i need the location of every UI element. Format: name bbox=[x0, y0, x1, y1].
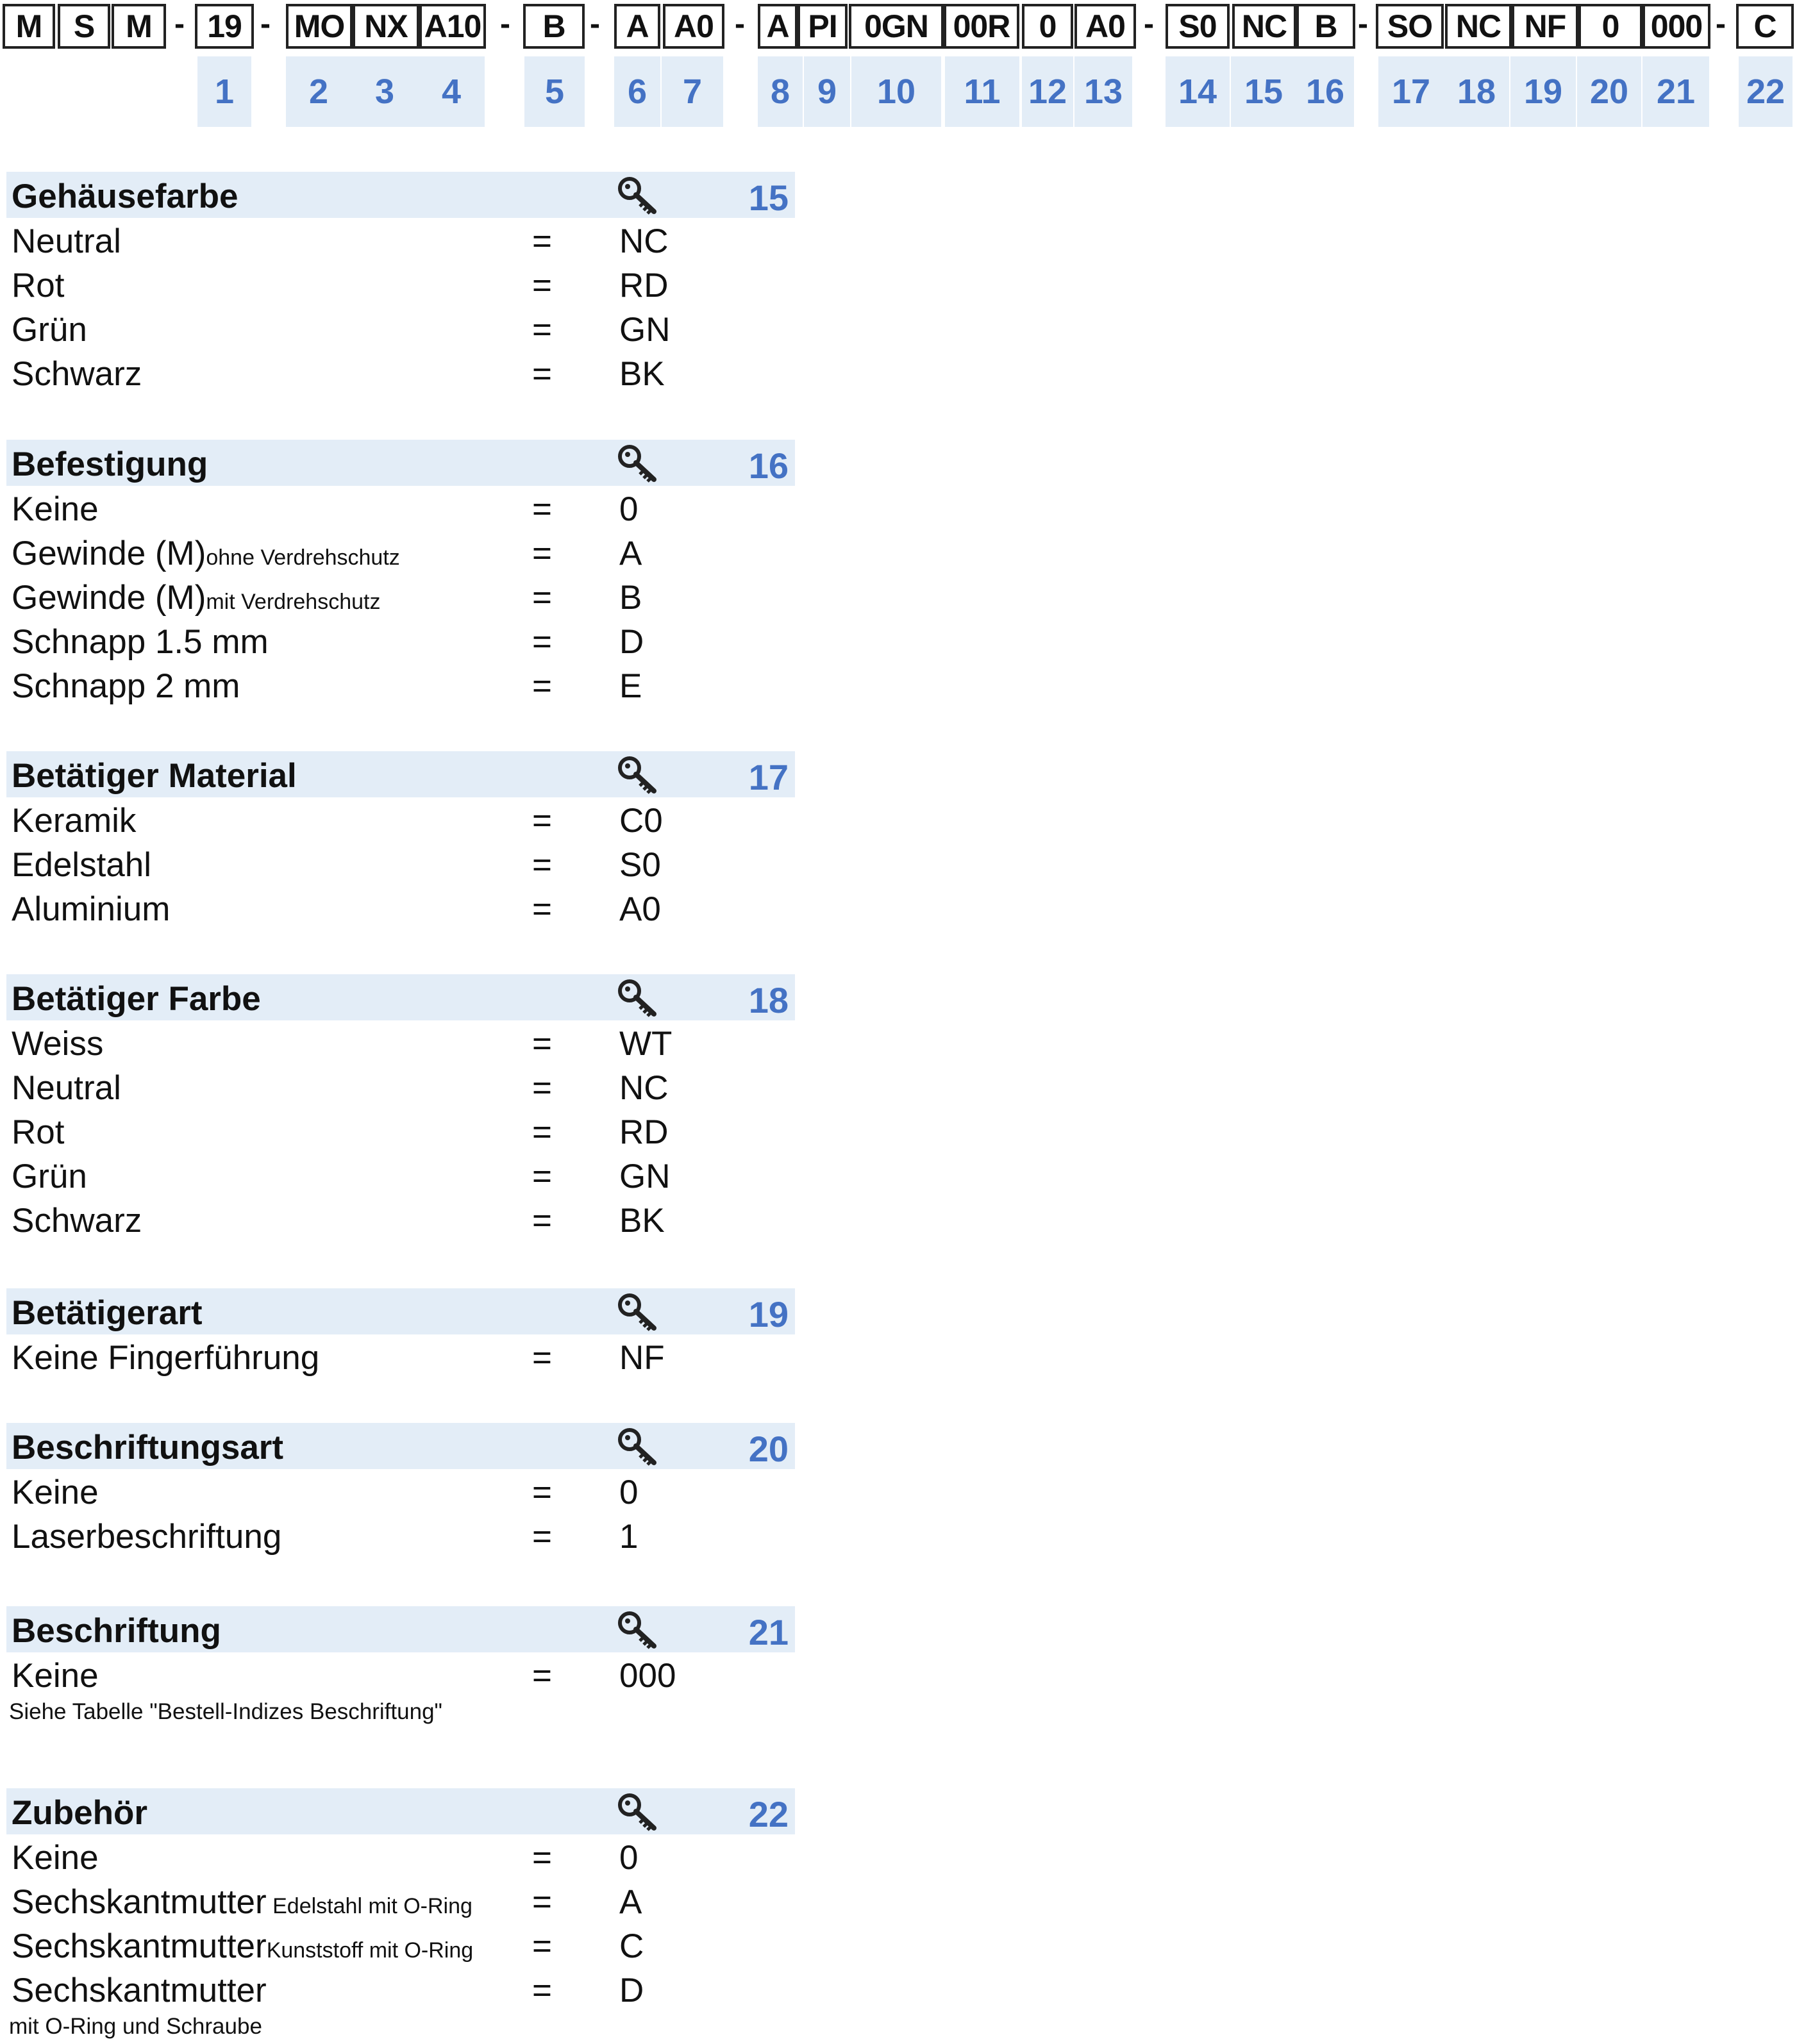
section-title: Betätigerart bbox=[12, 1294, 203, 1332]
option-row bbox=[6, 262, 795, 306]
option-code: C0 bbox=[619, 802, 663, 840]
option-label bbox=[12, 801, 136, 840]
position-number: 4 bbox=[418, 56, 485, 127]
option-label bbox=[12, 266, 64, 305]
option-label bbox=[12, 1656, 99, 1695]
section-title: Beschriftung bbox=[12, 1612, 221, 1650]
option-section bbox=[6, 974, 795, 1242]
equals-sign: = bbox=[532, 579, 552, 617]
equals-sign: = bbox=[532, 1339, 552, 1377]
position-number: 14 bbox=[1166, 56, 1230, 127]
option-label-text: Neutral bbox=[12, 1069, 121, 1107]
position-number: 12 bbox=[1022, 56, 1073, 127]
position-number: 2 bbox=[286, 56, 351, 127]
option-row bbox=[6, 306, 795, 351]
equals-sign: = bbox=[532, 1202, 552, 1240]
code-segment: PI bbox=[798, 4, 848, 49]
option-row bbox=[6, 842, 795, 886]
section-note: mit O-Ring und Schraube bbox=[9, 2014, 262, 2039]
option-label-detail: mit Verdrehschutz bbox=[206, 590, 381, 614]
option-section bbox=[6, 1288, 795, 1379]
option-row bbox=[6, 1197, 795, 1242]
option-label-detail: ohne Verdrehschutz bbox=[206, 545, 400, 570]
equals-sign: = bbox=[532, 1158, 552, 1195]
option-code: S0 bbox=[619, 846, 661, 884]
section-title: Betätiger Farbe bbox=[12, 980, 261, 1018]
option-row bbox=[6, 1879, 795, 1923]
equals-sign: = bbox=[532, 1927, 552, 1965]
position-number: 1 bbox=[197, 56, 251, 127]
option-code: A bbox=[619, 535, 642, 572]
option-code: 000 bbox=[619, 1657, 676, 1695]
option-row bbox=[6, 1109, 795, 1153]
option-label-text: Neutral bbox=[12, 222, 121, 260]
code-segment: M bbox=[112, 4, 166, 49]
position-number: 10 bbox=[851, 56, 941, 127]
option-code: 0 bbox=[619, 490, 639, 528]
option-row bbox=[6, 1652, 795, 1697]
option-row bbox=[6, 1834, 795, 1879]
section-header bbox=[6, 172, 795, 218]
option-label bbox=[12, 354, 142, 394]
position-number: 16 bbox=[1296, 56, 1354, 127]
code-segment: C bbox=[1736, 4, 1794, 49]
key-icon bbox=[615, 174, 660, 217]
key-icon bbox=[615, 442, 660, 485]
option-code: D bbox=[619, 623, 644, 661]
option-row bbox=[6, 797, 795, 842]
option-label-text: Schwarz bbox=[12, 1202, 142, 1240]
option-row bbox=[6, 663, 795, 707]
option-row bbox=[6, 619, 795, 663]
option-label bbox=[12, 310, 87, 349]
code-segment: S0 bbox=[1166, 4, 1230, 49]
code-separator: - bbox=[1144, 7, 1154, 41]
code-segment: A0 bbox=[1074, 4, 1136, 49]
option-label-text: Keine bbox=[12, 1839, 99, 1877]
option-section bbox=[6, 751, 795, 930]
option-label bbox=[12, 1838, 99, 1877]
option-label-text: Sechskantmutter bbox=[12, 1972, 267, 2009]
option-label-text: Keine bbox=[12, 1657, 99, 1695]
option-code: D bbox=[619, 1972, 644, 2009]
option-label-text: Weiss bbox=[12, 1025, 104, 1063]
equals-sign: = bbox=[532, 535, 552, 572]
option-label-text: Schnapp 2 mm bbox=[12, 667, 240, 705]
section-header bbox=[6, 1788, 795, 1834]
option-label bbox=[12, 1201, 142, 1240]
option-label bbox=[12, 222, 121, 261]
equals-sign: = bbox=[532, 355, 552, 393]
option-section bbox=[6, 440, 795, 707]
option-label bbox=[12, 534, 400, 573]
option-label-text: Keine bbox=[12, 1474, 99, 1511]
position-number: 6 bbox=[614, 56, 660, 127]
option-label-text: Gewinde (M) bbox=[12, 535, 206, 572]
option-label bbox=[12, 1338, 319, 1377]
code-segment: A0 bbox=[663, 4, 724, 49]
option-label bbox=[12, 1024, 103, 1063]
equals-sign: = bbox=[532, 890, 552, 928]
code-segment: B bbox=[1296, 4, 1355, 49]
key-icon bbox=[615, 754, 660, 796]
section-note: Siehe Tabelle "Bestell-Indizes Beschriftung" bbox=[9, 1699, 442, 1724]
code-segment: 000 bbox=[1642, 4, 1710, 49]
option-label bbox=[12, 890, 170, 929]
option-label bbox=[12, 845, 151, 885]
code-segment: A10 bbox=[419, 4, 486, 49]
section-number: 19 bbox=[748, 1294, 789, 1334]
option-label-text: Keramik bbox=[12, 802, 137, 840]
option-label-text: Rot bbox=[12, 267, 65, 304]
code-separator: - bbox=[590, 7, 600, 41]
option-row bbox=[6, 1923, 795, 1967]
key-icon bbox=[615, 1791, 660, 1833]
option-code: NF bbox=[619, 1339, 665, 1377]
option-label bbox=[12, 578, 380, 617]
position-number: 13 bbox=[1074, 56, 1132, 127]
position-number: 3 bbox=[351, 56, 418, 127]
section-title: Beschriftungsart bbox=[12, 1429, 284, 1467]
equals-sign: = bbox=[532, 222, 552, 260]
code-separator: - bbox=[260, 7, 271, 41]
option-label-text: Grün bbox=[12, 1158, 87, 1195]
code-segment: M bbox=[3, 4, 55, 49]
section-number: 16 bbox=[748, 445, 789, 486]
section-header bbox=[6, 974, 795, 1020]
code-segment: 0 bbox=[1578, 4, 1642, 49]
section-number: 17 bbox=[748, 757, 789, 797]
option-label-text: Keine Fingerführung bbox=[12, 1339, 320, 1377]
option-label-text: Keine bbox=[12, 490, 99, 528]
section-number: 20 bbox=[748, 1429, 789, 1469]
code-segment: MO bbox=[286, 4, 353, 49]
equals-sign: = bbox=[532, 1972, 552, 2009]
option-label bbox=[12, 622, 269, 661]
option-label-detail: Edelstahl mit O-Ring bbox=[266, 1894, 472, 1918]
section-number: 21 bbox=[748, 1612, 789, 1652]
code-segment: A bbox=[614, 4, 660, 49]
position-number: 20 bbox=[1577, 56, 1641, 127]
section-title: Zubehör bbox=[12, 1794, 147, 1832]
section-header bbox=[6, 751, 795, 797]
option-section bbox=[6, 172, 795, 395]
option-section bbox=[6, 1606, 795, 1725]
option-section bbox=[6, 1423, 795, 1558]
code-separator: - bbox=[500, 7, 510, 41]
equals-sign: = bbox=[532, 1069, 552, 1107]
option-code: NC bbox=[619, 222, 669, 260]
code-segment: 0GN bbox=[849, 4, 944, 49]
code-segment: 0 bbox=[1022, 4, 1073, 49]
option-code: A bbox=[619, 1883, 642, 1921]
key-icon bbox=[615, 1609, 660, 1651]
equals-sign: = bbox=[532, 1518, 552, 1556]
section-number: 15 bbox=[748, 178, 789, 218]
section-title: Gehäusefarbe bbox=[12, 178, 238, 215]
equals-sign: = bbox=[532, 667, 552, 705]
option-label-text: Grün bbox=[12, 311, 87, 349]
key-icon bbox=[615, 977, 660, 1019]
option-code: WT bbox=[619, 1025, 673, 1063]
option-row bbox=[6, 1513, 795, 1558]
code-segment: NF bbox=[1512, 4, 1578, 49]
option-row bbox=[6, 1967, 795, 2011]
code-segment: S bbox=[58, 4, 110, 49]
option-label bbox=[12, 1517, 281, 1556]
option-label bbox=[12, 490, 99, 529]
order-code bbox=[3, 4, 1794, 51]
option-row bbox=[6, 574, 795, 619]
section-title: Befestigung bbox=[12, 445, 208, 483]
option-code: BK bbox=[619, 1202, 665, 1240]
option-label bbox=[12, 1927, 473, 1966]
section-header bbox=[6, 1606, 795, 1652]
option-section bbox=[6, 1788, 795, 2040]
equals-sign: = bbox=[532, 623, 552, 661]
option-label-text: Schnapp 1.5 mm bbox=[12, 623, 269, 661]
option-label bbox=[12, 1882, 472, 1922]
option-label bbox=[12, 667, 240, 706]
equals-sign: = bbox=[532, 1657, 552, 1695]
code-segment: NX bbox=[353, 4, 419, 49]
section-header bbox=[6, 440, 795, 486]
code-segment: 00R bbox=[944, 4, 1019, 49]
section-header bbox=[6, 1288, 795, 1334]
option-label bbox=[12, 1473, 99, 1512]
position-number: 17 bbox=[1378, 56, 1444, 127]
option-label-text: Schwarz bbox=[12, 355, 142, 393]
position-number: 5 bbox=[524, 56, 585, 127]
option-label-text: Sechskantmutter bbox=[12, 1927, 267, 1965]
option-code: C bbox=[619, 1927, 644, 1965]
key-icon bbox=[615, 1291, 660, 1333]
section-number: 22 bbox=[748, 1794, 789, 1834]
equals-sign: = bbox=[532, 846, 552, 884]
option-code: E bbox=[619, 667, 642, 705]
option-code: GN bbox=[619, 1158, 671, 1195]
code-segment: B bbox=[523, 4, 585, 49]
equals-sign: = bbox=[532, 1474, 552, 1511]
option-code: 0 bbox=[619, 1839, 639, 1877]
position-number: 11 bbox=[945, 56, 1019, 127]
option-label bbox=[12, 1971, 267, 2010]
position-number: 19 bbox=[1510, 56, 1576, 127]
option-code: GN bbox=[619, 311, 671, 349]
code-segment: A bbox=[758, 4, 798, 49]
option-row bbox=[6, 1020, 795, 1065]
option-label-text: Rot bbox=[12, 1113, 65, 1151]
position-number: 22 bbox=[1739, 56, 1793, 127]
code-separator: - bbox=[735, 7, 745, 41]
equals-sign: = bbox=[532, 1113, 552, 1151]
section-title: Betätiger Material bbox=[12, 757, 297, 795]
key-icon bbox=[615, 1425, 660, 1468]
option-label bbox=[12, 1068, 121, 1108]
option-row bbox=[6, 1153, 795, 1197]
equals-sign: = bbox=[532, 490, 552, 528]
equals-sign: = bbox=[532, 1839, 552, 1877]
section-header bbox=[6, 1423, 795, 1469]
position-number: 7 bbox=[662, 56, 723, 127]
option-code: NC bbox=[619, 1069, 669, 1107]
option-row bbox=[6, 486, 795, 530]
equals-sign: = bbox=[532, 1883, 552, 1921]
code-segment: SO bbox=[1376, 4, 1444, 49]
option-row bbox=[6, 218, 795, 262]
option-code: 0 bbox=[619, 1474, 639, 1511]
option-code: BK bbox=[619, 355, 665, 393]
position-number: 8 bbox=[758, 56, 803, 127]
option-label-text: Laserbeschriftung bbox=[12, 1518, 282, 1556]
option-code: RD bbox=[619, 1113, 669, 1151]
code-segment: NC bbox=[1445, 4, 1512, 49]
code-separator: - bbox=[174, 7, 185, 41]
equals-sign: = bbox=[532, 802, 552, 840]
option-code: A0 bbox=[619, 890, 661, 928]
option-row bbox=[6, 1065, 795, 1109]
option-label bbox=[12, 1113, 64, 1152]
code-segment: NC bbox=[1232, 4, 1296, 49]
section-number: 18 bbox=[748, 980, 789, 1020]
option-label-text: Edelstahl bbox=[12, 846, 152, 884]
position-number: 9 bbox=[804, 56, 850, 127]
option-row bbox=[6, 1469, 795, 1513]
option-code: 1 bbox=[619, 1518, 639, 1556]
option-row bbox=[6, 886, 795, 930]
option-label-text: Gewinde (M) bbox=[12, 579, 206, 617]
option-code: B bbox=[619, 579, 642, 617]
option-label-text: Aluminium bbox=[12, 890, 171, 928]
option-label-text: Sechskantmutter bbox=[12, 1883, 267, 1921]
equals-sign: = bbox=[532, 1025, 552, 1063]
code-separator: - bbox=[1716, 7, 1726, 41]
position-number: 15 bbox=[1231, 56, 1296, 127]
position-number: 21 bbox=[1642, 56, 1709, 127]
option-row bbox=[6, 530, 795, 574]
position-number: 18 bbox=[1444, 56, 1509, 127]
option-row bbox=[6, 351, 795, 395]
equals-sign: = bbox=[532, 311, 552, 349]
code-segment: 19 bbox=[195, 4, 254, 49]
code-separator: - bbox=[1358, 7, 1368, 41]
option-row bbox=[6, 1334, 795, 1379]
option-label-detail: Kunststoff mit O-Ring bbox=[266, 1938, 474, 1963]
equals-sign: = bbox=[532, 267, 552, 304]
option-code: RD bbox=[619, 267, 669, 304]
option-label bbox=[12, 1157, 87, 1196]
